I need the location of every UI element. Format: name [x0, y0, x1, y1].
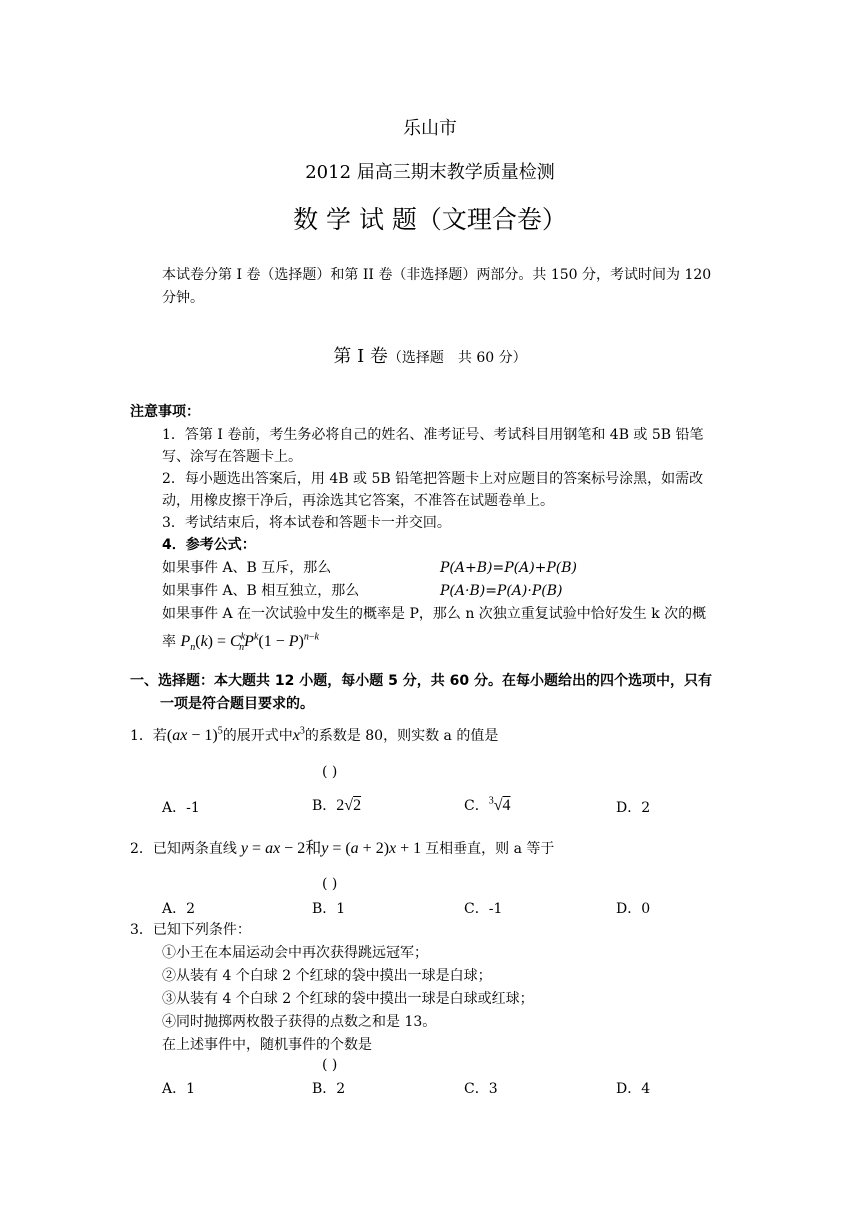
q1-option-d[interactable]: D．2	[616, 800, 651, 816]
formula-3-text: 如果事件 A 在一次试验中发生的概率是 P，那么 n 次独立重复试验中恰好发生 k 次的概	[162, 606, 707, 622]
formula-2-text: 如果事件 A、B 相互独立，那么	[162, 583, 360, 599]
q2-option-c[interactable]: C．-1	[464, 901, 503, 917]
note-2-line-1: 2．每小题选出答案后，用 4B 或 5B 铅笔把答题卡上对应题目的答案标号涂黑，如需改	[162, 471, 704, 487]
q3-condition-3: ③从装有 4 个白球 2 个红球的袋中摸出一球是白球或红球；	[162, 991, 534, 1007]
q3-question: 在上述事件中，随机事件的个数是	[162, 1037, 372, 1053]
part1-heading	[0, 342, 860, 368]
q3-option-c[interactable]: C．3	[464, 1081, 498, 1097]
note-4: 4．参考公式：	[162, 537, 256, 553]
intro-line-2: 分钟。	[162, 290, 204, 306]
note-1-line-2: 写、涂写在答题卡上。	[162, 449, 302, 465]
question-1-stem: 1．若(ax − 1)$^5$的展开式中$x^3$的系数是 80，则实数 a 的值是	[130, 725, 499, 744]
q3-condition-1: ①小王在本届运动会中再次获得跳远冠军；	[162, 945, 428, 961]
q1-option-b[interactable]: B．2√2	[312, 797, 362, 814]
formula-3-line-2: 率 $P_n(k) = C^k_nP^k(1 - P)^{n-k}$	[162, 631, 319, 654]
q3-condition-4: ④同时抛掷两枚骰子获得的点数之和是 13。	[162, 1014, 437, 1030]
formula-1: P(A+B)=P(A)+P(B)	[440, 560, 578, 576]
q3-condition-2: ②从装有 4 个白球 2 个红球的袋中摸出一球是白球；	[162, 968, 492, 984]
q3-answer-bracket: ( )	[322, 1057, 338, 1073]
q2-answer-bracket: ( )	[322, 876, 338, 892]
subject-title: 数 学 试 题（文理合卷）	[293, 205, 567, 234]
exam-title: 2012 届高三期末教学质量检测	[305, 162, 555, 183]
note-2-line-2: 动，用橡皮擦干净后，再涂选其它答案，不准答在试题卷单上。	[162, 493, 554, 509]
q2-option-b[interactable]: B．1	[312, 901, 346, 917]
formula-1-text: 如果事件 A、B 互斥，那么	[162, 560, 332, 576]
notes-heading: 注意事项：	[130, 404, 200, 420]
intro-line-1: 本试卷分第 I 卷（选择题）和第 II 卷（非选择题）两部分。共 150 分，考试时间为 120	[162, 267, 712, 283]
q3-option-a[interactable]: A．1	[162, 1081, 196, 1097]
question-2-stem: 2．已知两条直线 y = ax − 2和y = (a + 2)x + 1 互相垂直，则 a 等于	[130, 840, 555, 857]
q1-expression: (ax − 1)$^5$	[166, 725, 223, 744]
part1-subtitle: （选择题 共 60 分）	[387, 350, 527, 366]
city-title: 乐山市	[403, 118, 457, 139]
formula-2: P(A·B)=P(A)·P(B)	[440, 583, 563, 599]
question-3-stem: 3．已知下列条件：	[130, 922, 251, 938]
part1-title: 第 Ⅰ 卷	[333, 346, 388, 367]
q2-equations: y = ax − 2和y = (a + 2)x + 1	[240, 840, 426, 857]
section1-line-2: 一项是符合题目要求的。	[160, 696, 314, 712]
q2-option-a[interactable]: A．2	[162, 901, 196, 917]
q1-option-a[interactable]: A．-1	[162, 800, 200, 816]
q3-option-b[interactable]: B．2	[312, 1081, 346, 1097]
q1-option-c[interactable]: C．$^3$√4	[464, 795, 511, 814]
section1-line-1: 一、选择题：本大题共 12 小题，每小题 5 分，共 60 分。在每小题给出的四个选项中，只有	[130, 673, 712, 689]
note-3: 3．考试结束后，将本试卷和答题卡一并交回。	[162, 515, 451, 531]
note-1-line-1: 1．答第 I 卷前，考生务必将自己的姓名、准考证号、考试科目用钢笔和 4B 或 5B 铅笔	[162, 427, 704, 443]
binomial-formula: $P_n(k) = C^k_nP^k(1 - P)^{n-k}$	[180, 631, 319, 654]
q1-answer-bracket: ( )	[322, 764, 338, 780]
q3-option-d[interactable]: D．4	[616, 1081, 651, 1097]
q2-option-d[interactable]: D．0	[616, 901, 651, 917]
